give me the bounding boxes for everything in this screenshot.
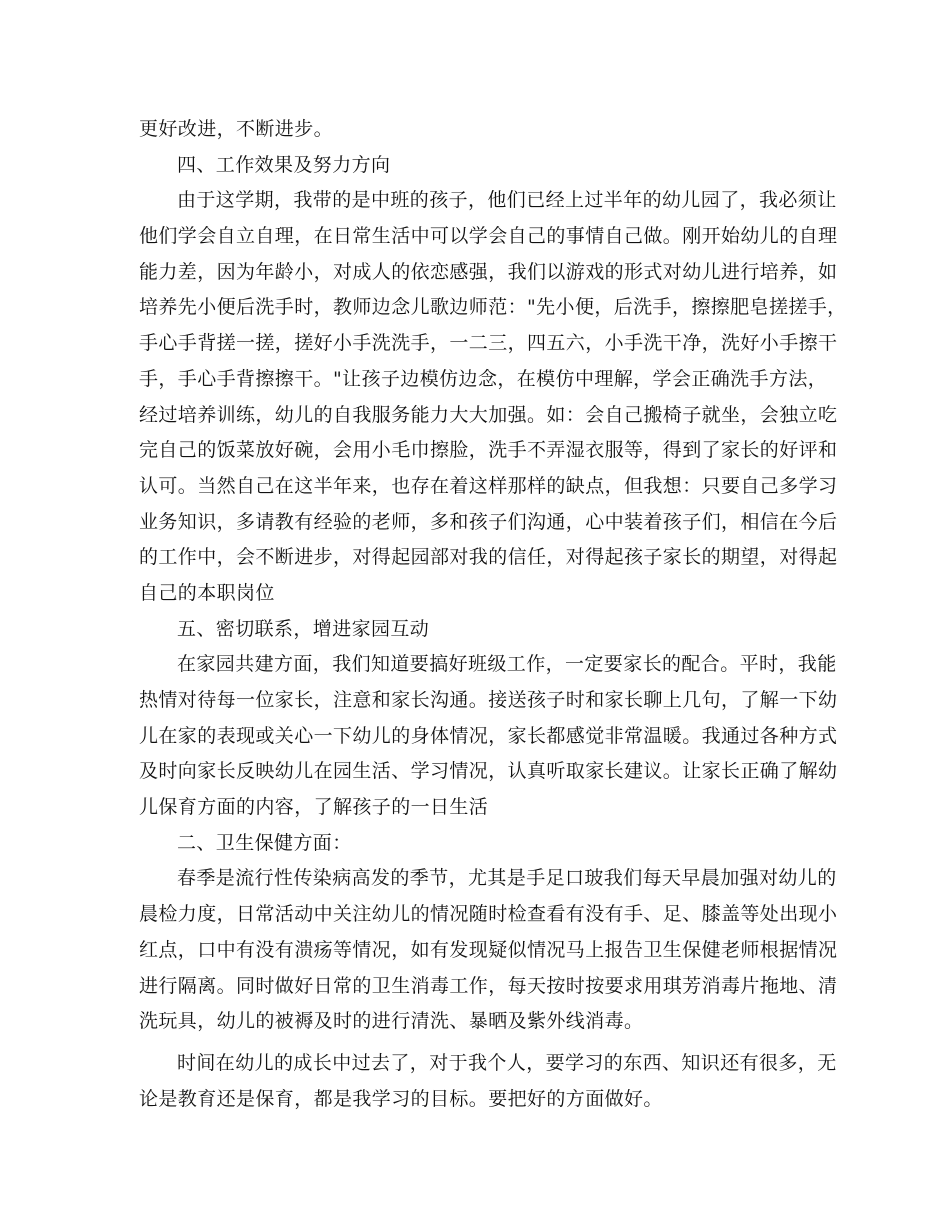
paragraph-line: 完自己的饭菜放好碗，会用小毛巾擦脸，洗手不弄湿衣服等，得到了家长的好评和: [139, 439, 838, 462]
paragraph-line: 在家园共建方面，我们知道要搞好班级工作，一定要家长的配合。平时，我能: [177, 653, 837, 676]
paragraph-line: 进行隔离。同时做好日常的卫生消毒工作，每天按时按要求用琪芳消毒片拖地、清: [139, 974, 838, 997]
paragraph-line: 儿保育方面的内容，了解孩子的一日生活: [139, 796, 489, 819]
paragraph-line: 儿在家的表现或关心一下幼儿的身体情况，家长都感觉非常温暖。我通过各种方式: [139, 724, 838, 747]
paragraph-line: 他们学会自立自理，在日常生活中可以学会自己的事情自己做。刚开始幼儿的自理: [139, 225, 838, 248]
paragraph-line: 红点，口中有没有溃疡等情况，如有发现疑似情况马上报告卫生保健老师根据情况: [139, 938, 838, 961]
section-heading-4: 四、工作效果及努力方向: [177, 153, 391, 176]
paragraph-line: 的工作中，会不断进步，对得起园部对我的信任，对得起孩子家长的期望，对得起: [139, 546, 838, 569]
paragraph-line: 认可。当然自己在这半年来，也存在着这样那样的缺点，但我想：只要自己多学习: [139, 474, 838, 497]
paragraph-line: 及时向家长反映幼儿在园生活、学习情况，认真听取家长建议。让家长正确了解幼: [139, 760, 838, 783]
paragraph-line: 自己的本职岗位: [139, 581, 275, 604]
paragraph-line: 热情对待每一位家长，注意和家长沟通。接送孩子时和家长聊上几句，了解一下幼: [139, 689, 838, 711]
section-heading-5: 五、密切联系，增进家园互动: [177, 617, 430, 640]
paragraph-line: 更好改进，不断进步。: [139, 118, 334, 140]
paragraph-line: 能力差，因为年龄小，对成人的依恋感强，我们以游戏的形式对幼儿进行培养，如: [139, 260, 838, 283]
section-heading-2: 二、卫生保健方面：: [177, 831, 352, 854]
paragraph-line: 培养先小便后洗手时，教师边念儿歌边师范："先小便，后洗手，擦擦肥皂搓搓手，: [139, 296, 847, 319]
paragraph-line: 洗玩具，幼儿的被褥及时的进行清洗、暴晒及紫外线消毒。: [139, 1010, 644, 1033]
paragraph-line: 手心手背搓一搓，搓好小手洗洗手，一二三，四五六，小手洗干净，洗好小手擦干: [139, 332, 838, 355]
paragraph-line: 论是教育还是保育，都是我学习的目标。要把好的方面做好。: [139, 1087, 663, 1110]
paragraph-line: 由于这学期，我带的是中班的孩子，他们已经上过半年的幼儿园了，我必须让: [177, 189, 837, 212]
document-body: [139, 112, 847, 1117]
paragraph-line: 时间在幼儿的成长中过去了，对于我个人，要学习的东西、知识还有很多，无: [177, 1051, 837, 1074]
paragraph-line: 春季是流行性传染病高发的季节，尤其是手足口玻我们每天早晨加强对幼儿的: [177, 867, 837, 890]
paragraph-line: 晨检力度，日常活动中关注幼儿的情况随时检查看有没有手、足、膝盖等处出现小: [139, 903, 838, 926]
paragraph-line: 业务知识，多请教有经验的老师，多和孩子们沟通，心中装着孩子们，相信在今后: [139, 510, 838, 533]
paragraph-line: 手，手心手背擦擦干。"让孩子边模仿边念，在模仿中理解，学会正确洗手方法，: [139, 367, 828, 390]
paragraph-line: 经过培养训练，幼儿的自我服务能力大大加强。如：会自己搬椅子就坐，会独立吃: [139, 403, 838, 426]
